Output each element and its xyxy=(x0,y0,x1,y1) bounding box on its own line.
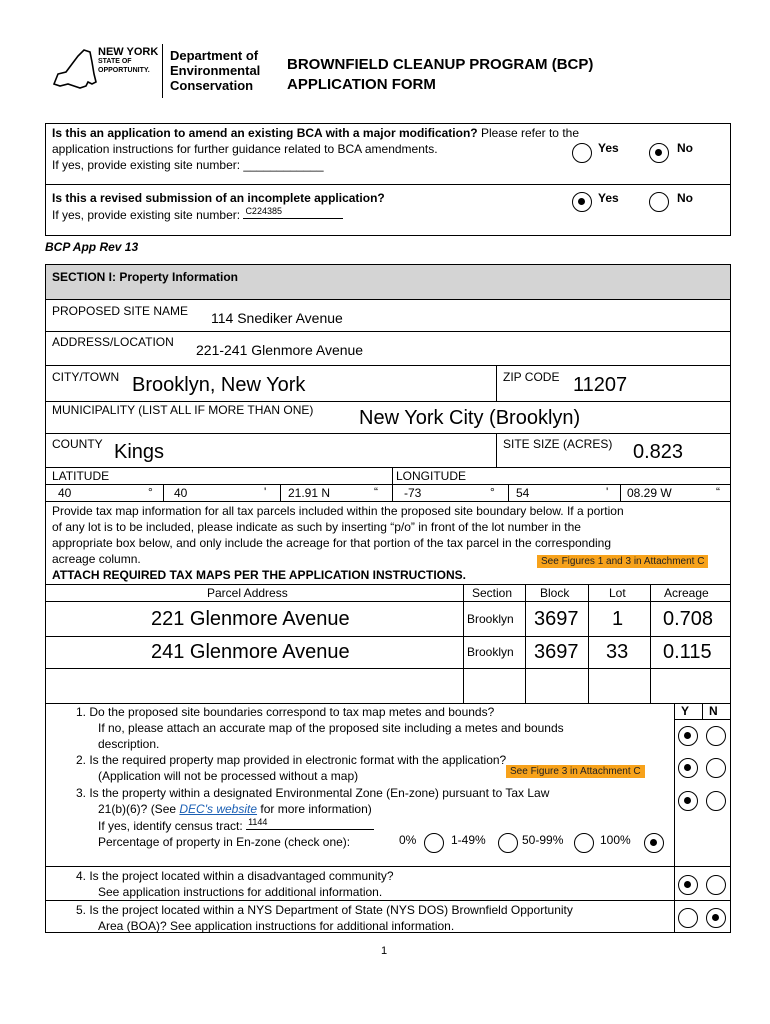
ny-state-map-icon xyxy=(50,44,102,96)
col-acreage: Acreage xyxy=(664,586,709,600)
tax-text-line: acreage column. xyxy=(52,552,141,566)
lon-deg-symbol: ° xyxy=(490,485,495,499)
radio-selected-dot xyxy=(684,732,691,739)
q5-line: Area (BOA)? See application instructions for additional information. xyxy=(98,919,455,933)
q1-yes-radio[interactable] xyxy=(678,726,698,746)
zip-label: ZIP CODE xyxy=(503,370,560,384)
radio-selected-dot xyxy=(684,881,691,888)
logo-state-line: STATE OF xyxy=(98,58,132,65)
q1-line: description. xyxy=(98,737,160,751)
parcel-block[interactable]: 3697 xyxy=(534,608,579,630)
q3-line: 3. Is the property within a designated Environmental Zone (En-zone) pursuant to Tax Law xyxy=(76,786,550,800)
parcel-block[interactable]: 3697 xyxy=(534,641,579,663)
site-name-label: PROPOSED SITE NAME xyxy=(52,304,189,318)
section1-heading: SECTION I: Property Information xyxy=(52,270,239,284)
q2-line: (Application will not be processed without a map) xyxy=(98,769,359,783)
pct-1-49-radio[interactable] xyxy=(498,833,518,853)
q4-line: See application instructions for additional information. xyxy=(98,885,383,899)
longitude-label: LONGITUDE xyxy=(396,469,467,483)
tax-text-line: of any lot is to be included, please indicate as such by inserting “p/o” in front of the lot number in the xyxy=(52,520,581,534)
form-title xyxy=(287,55,593,95)
q2-yes-radio[interactable] xyxy=(678,758,698,778)
lat-minutes[interactable]: 40 xyxy=(174,486,188,500)
latitude-label: LATITUDE xyxy=(52,469,110,483)
parcel-lot[interactable]: 1 xyxy=(612,608,624,630)
lon-seconds[interactable]: 08.29 W xyxy=(627,486,672,500)
y-header: Y xyxy=(681,704,690,718)
site-name-value[interactable]: 114 Snediker Avenue xyxy=(211,310,343,326)
radio-selected-dot xyxy=(578,198,585,205)
col-lot: Lot xyxy=(609,586,626,600)
q2-note: See Figure 3 in Attachment C xyxy=(506,765,645,778)
logo-state-line: OPPORTUNITY. xyxy=(98,67,150,74)
form-title-line2: APPLICATION FORM xyxy=(287,76,436,93)
lat-degrees[interactable]: 40 xyxy=(58,486,72,500)
q1-line: 1. Do the proposed site boundaries correspond to tax map metes and bounds? xyxy=(76,705,495,719)
logo-state-line: NEW YORK xyxy=(98,46,159,58)
logo-dept-line: Environmental xyxy=(170,63,261,78)
site-size-value[interactable]: 0.823 xyxy=(633,441,684,463)
q3-census-label: If yes, identify census tract: xyxy=(98,819,243,833)
parcel-acreage[interactable]: 0.708 xyxy=(663,608,714,630)
amend-no-label: No xyxy=(677,141,693,155)
q4-line: 4. Is the project located within a disadvantaged community? xyxy=(76,869,394,883)
pct-50-99-label: 50-99% xyxy=(522,833,564,847)
census-tract-value[interactable]: 1144 xyxy=(248,817,268,827)
parcel-address[interactable]: 221 Glenmore Avenue xyxy=(151,608,350,630)
city-value[interactable]: Brooklyn, New York xyxy=(132,374,306,396)
revised-site-number[interactable]: C224385 xyxy=(245,206,282,216)
rev-label: BCP App Rev 13 xyxy=(45,240,139,254)
amend-line3: If yes, provide existing site number: ____________ xyxy=(52,158,324,172)
amend-line2: application instructions for further guidance related to BCA amendments. xyxy=(52,142,438,156)
address-label: ADDRESS/LOCATION xyxy=(52,335,174,349)
tax-text-line: appropriate box below, and only include the acreage for that portion of the tax parcel in the corresponding xyxy=(52,536,612,550)
pct-100-radio[interactable] xyxy=(644,833,664,853)
q2-no-radio[interactable] xyxy=(706,758,726,778)
amend-no-radio[interactable] xyxy=(649,143,669,163)
tax-text-line: Provide tax map information for all tax parcels included within the proposed site boundary below. If a portion xyxy=(52,504,624,518)
lat-min-symbol: ' xyxy=(264,485,267,499)
pct-0-label: 0% xyxy=(399,833,417,847)
q3-line: 21(b)(6)? (See xyxy=(98,802,180,816)
pct-100-label: 100% xyxy=(600,833,631,847)
parcel-section[interactable]: Brooklyn xyxy=(467,612,514,626)
col-section: Section xyxy=(472,586,513,600)
radio-selected-dot xyxy=(684,797,691,804)
q1-line: If no, please attach an accurate map of the proposed site including a metes and bounds xyxy=(98,721,564,735)
q5-line: 5. Is the project located within a NYS Department of State (NYS DOS) Brownfield Opportunity xyxy=(76,903,573,917)
lon-degrees[interactable]: -73 xyxy=(404,486,422,500)
amend-yes-label: Yes xyxy=(598,141,619,155)
q1-no-radio[interactable] xyxy=(706,726,726,746)
q3-pct-label: Percentage of property in En-zone (check one): xyxy=(98,835,351,849)
zip-value[interactable]: 11207 xyxy=(573,374,628,396)
address-value[interactable]: 221-241 Glenmore Avenue xyxy=(196,342,364,358)
parcel-lot[interactable]: 33 xyxy=(606,641,629,663)
parcel-address[interactable]: 241 Glenmore Avenue xyxy=(151,641,350,663)
radio-selected-dot xyxy=(650,839,657,846)
revised-no-radio[interactable] xyxy=(649,192,669,212)
logo-dept-line: Department of xyxy=(170,48,259,63)
q3-line: for more information) xyxy=(257,802,372,816)
revised-yes-radio[interactable] xyxy=(572,192,592,212)
county-label: COUNTY xyxy=(52,437,103,451)
lat-deg-symbol: ° xyxy=(148,485,153,499)
pct-50-99-radio[interactable] xyxy=(574,833,594,853)
n-header: N xyxy=(709,704,718,718)
pct-0-radio[interactable] xyxy=(424,833,444,853)
amend-question: Is this an application to amend an existing BCA with a major modification? xyxy=(52,126,478,140)
figures-note: See Figures 1 and 3 in Attachment C xyxy=(537,555,708,568)
logo-dept-line: Conservation xyxy=(170,78,254,93)
parcel-section[interactable]: Brooklyn xyxy=(467,645,514,659)
page-number: 1 xyxy=(381,945,388,957)
revised-line2: If yes, provide existing site number: xyxy=(52,208,241,222)
radio-selected-dot xyxy=(712,914,719,921)
lon-sec-symbol: “ xyxy=(716,485,720,499)
city-label: CITY/TOWN xyxy=(52,370,120,384)
q5-yes-radio[interactable] xyxy=(678,908,698,928)
lon-min-symbol: ' xyxy=(606,485,609,499)
nys-logo xyxy=(50,40,265,100)
lat-sec-symbol: “ xyxy=(374,485,378,499)
form-title-line1: BROWNFIELD CLEANUP PROGRAM (BCP) xyxy=(287,56,594,73)
parcel-acreage[interactable]: 0.115 xyxy=(663,641,712,663)
col-parcel-address: Parcel Address xyxy=(207,586,288,600)
radio-selected-dot xyxy=(655,149,662,156)
q5-no-radio[interactable] xyxy=(706,908,726,928)
revised-yes-label: Yes xyxy=(598,191,619,205)
q3-yes-radio[interactable] xyxy=(678,791,698,811)
q3-no-radio[interactable] xyxy=(706,791,726,811)
county-value[interactable]: Kings xyxy=(114,441,165,463)
revised-question: Is this a revised submission of an incomplete application? xyxy=(52,191,385,205)
dec-website-link[interactable]: DEC's website xyxy=(179,802,258,816)
amend-yes-radio[interactable] xyxy=(572,143,592,163)
pct-1-49-label: 1-49% xyxy=(451,833,486,847)
radio-selected-dot xyxy=(684,764,691,771)
q4-no-radio[interactable] xyxy=(706,875,726,895)
q2-line: 2. Is the required property map provided in electronic format with the application? xyxy=(76,753,507,767)
amend-question-rest: Please refer to the xyxy=(477,126,579,140)
q4-yes-radio[interactable] xyxy=(678,875,698,895)
attach-heading: ATTACH REQUIRED TAX MAPS PER THE APPLICATION INSTRUCTIONS. xyxy=(52,568,467,582)
municipality-label: MUNICIPALITY (LIST ALL IF MORE THAN ONE) xyxy=(52,403,314,417)
lat-seconds[interactable]: 21.91 N xyxy=(288,486,331,500)
col-block: Block xyxy=(540,586,570,600)
lon-minutes[interactable]: 54 xyxy=(516,486,530,500)
revised-no-label: No xyxy=(677,191,693,205)
municipality-value[interactable]: New York City (Brooklyn) xyxy=(359,407,581,429)
site-size-label: SITE SIZE (ACRES) xyxy=(503,437,613,451)
